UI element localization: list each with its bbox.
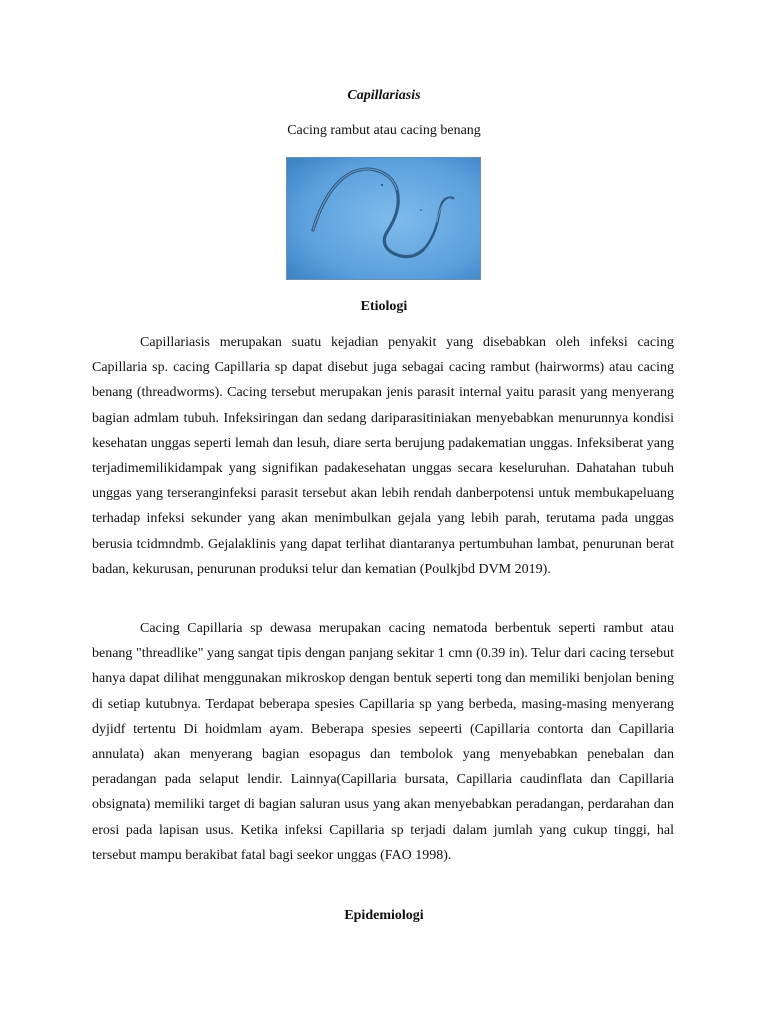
paragraph-etiologi-1: Capillariasis merupakan suatu kejadian penyakit yang disebabkan oleh infeksi cacing Capillaria sp. cacing Capillaria sp dapat disebut juga sebagai cacing rambut (hairworms) atau cacing benang (threadworms). Cacing tersebut merupakan jenis parasit internal yaitu parasit yang menyerang bagian admlam tubuh. Infeksiringan dan sedang dariparasitiniakan menyebabkan menurunnya kondisi kesehatan unggas seperti lemah dan lesuh, diare serta berujung padakematian unggas. Infeksiberat yang terjadimemilikidampak yang signifikan padakesehatan unggas secara keseluruhan. Dahatahan tubuh unggas yang terseranginfeksi parasit tersebut akan lebih rendah danberpotensi untuk membukapeluang terhadap infeksi sekunder yang akan menimbulkan gejala yang lebih parah, terutama pada unggas berusia tcidmndmb. Gejalaklinis yang dapat terlihat diantaranya pertumbuhan lambat, penurunan berat badan, kekurusan, penurunan produksi telur dan kematian (Poulkjbd DVM 2019). (92, 335, 674, 577)
speck (381, 184, 383, 186)
speck (398, 201, 400, 203)
section-heading-etiologi: Etiologi (360, 299, 408, 314)
document-subtitle: Cacing rambut atau cacing benang (287, 123, 481, 138)
paragraph-etiologi-2: Cacing Capillaria sp dewasa merupakan cacing nematoda berbentuk seperti rambut atau benang "threadlike" yang sangat tipis dengan panjang sekitar 1 cmn (0.39 in). Telur dari cacing tersebut hanya dapat dilihat menggunakan mikroskop dengan bentuk seperti tong dan memiliki benjolan bening di setiap kutubnya. Terdapat beberapa spesies Capillaria sp yang berbeda, masing-masing menyerang dyjidf tertentu Di hoidmlam ayam. Beberapa spesies sepeerti (Capillaria contorta dan Capillaria annulata) akan menyerang bagian esopagus dan tembolok yang menyebabkan penebalan dan peradangan pada selaput lendir. Lainnya(Capillaria bursata, Capillaria caudinflata dan Capillaria obsignata) memiliki target di bagian saluran usus yang akan menyebabkan peradangan, perdarahan dan erosi pada lapisan usus. Ketika infeksi Capillaria sp terjadi dalam jumlah yang cukup tinggi, hal tersebut mampu berakibat fatal bagi seekor unggas (FAO 1998). (92, 621, 674, 863)
worm-micrograph-image (286, 157, 481, 280)
speck (420, 209, 422, 211)
document-title: Capillariasis (347, 88, 421, 103)
section-heading-epidemiologi: Epidemiologi (344, 908, 424, 923)
